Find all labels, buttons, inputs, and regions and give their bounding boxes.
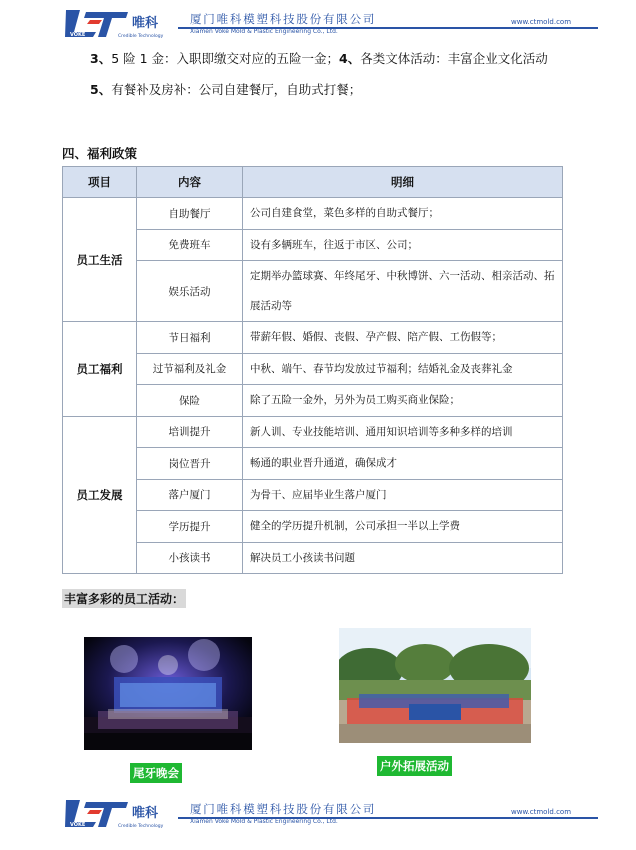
table-row <box>63 385 563 417</box>
photo-caption-party: 尾牙晚会 <box>130 763 182 783</box>
svg-text:VOKE: VOKE <box>70 822 86 828</box>
table-row <box>63 322 563 354</box>
category-development: 员工发展 <box>63 416 137 574</box>
row-item: 节日福利 <box>137 322 243 354</box>
table-row <box>63 416 563 448</box>
table-row <box>63 261 563 322</box>
footer-company-name-cn: 厦门唯科模塑科技股份有限公司 <box>190 802 377 816</box>
page-footer <box>0 790 636 838</box>
row-item: 自助餐厅 <box>137 198 243 230</box>
row-detail-line-2: 展活动等 <box>250 300 292 312</box>
header-category: 项目 <box>63 167 137 198</box>
row-item: 岗位晋升 <box>137 448 243 480</box>
category-life: 员工生活 <box>63 198 137 322</box>
intro-text-3: 5 险 1 金：入职即缴交对应的五险一金； <box>111 51 340 66</box>
row-item: 落户厦门 <box>137 479 243 511</box>
row-detail: 带薪年假、婚假、丧假、孕产假、陪产假、工伤假等； <box>243 322 563 354</box>
table-header-row <box>63 167 563 198</box>
section-title: 四、福利政策 <box>62 146 138 161</box>
row-item: 培训提升 <box>137 416 243 448</box>
intro-line-2 <box>90 80 361 98</box>
company-website: www.ctmold.com <box>511 18 572 26</box>
activities-title: 丰富多彩的员工活动： <box>62 589 186 608</box>
row-detail <box>243 261 563 322</box>
svg-text:VOKE: VOKE <box>70 32 86 38</box>
table-row <box>63 448 563 480</box>
table-row <box>63 479 563 511</box>
row-item: 学历提升 <box>137 511 243 543</box>
row-item: 娱乐活动 <box>137 261 243 322</box>
intro-text-5: 有餐补及房补：公司自建餐厅，自助式打餐； <box>111 82 362 97</box>
table-row <box>63 229 563 261</box>
company-name-en: Xiamen Voke Mold & Plastic Engineering Co., Ltd. <box>190 28 338 35</box>
table-row <box>63 198 563 230</box>
row-detail: 除了五险一金外，另外为员工购买商业保险； <box>243 385 563 417</box>
svg-text:Credible Technology: Credible Technology <box>118 34 164 39</box>
intro-number-3: 3、 <box>90 51 112 66</box>
row-detail-line-1: 定期举办篮球赛、年终尾牙、中秋博饼、六一活动、相亲活动、拓 <box>250 270 555 282</box>
company-name-cn: 厦门唯科模塑科技股份有限公司 <box>190 12 377 26</box>
row-detail: 畅通的职业晋升通道，确保成才 <box>243 448 563 480</box>
row-item: 小孩读书 <box>137 542 243 574</box>
intro-text-4: 各类文体活动：丰富企业文化活动 <box>360 51 548 66</box>
category-welfare: 员工福利 <box>63 322 137 417</box>
photo-caption-outdoor: 户外拓展活动 <box>377 756 452 776</box>
table-row <box>63 511 563 543</box>
row-detail: 公司自建食堂，菜色多样的自助式餐厅； <box>243 198 563 230</box>
page-header <box>0 0 636 48</box>
header-content: 内容 <box>137 167 243 198</box>
intro-number-4: 4、 <box>339 51 361 66</box>
footer-website: www.ctmold.com <box>511 808 572 816</box>
company-logo <box>62 6 180 40</box>
table-row <box>63 542 563 574</box>
row-detail: 中秋、端午、春节均发放过节福利；结婚礼金及丧葬礼金 <box>243 353 563 385</box>
row-item: 保险 <box>137 385 243 417</box>
intro-number-5: 5、 <box>90 82 112 97</box>
row-detail: 新人训、专业技能培训、通用知识培训等多种多样的培训 <box>243 416 563 448</box>
row-item: 过节福利及礼金 <box>137 353 243 385</box>
intro-line-1 <box>90 49 548 67</box>
row-detail: 健全的学历提升机制，公司承担一半以上学费 <box>243 511 563 543</box>
welfare-policy-table <box>62 166 563 574</box>
row-detail: 设有多辆班车，往返于市区、公司； <box>243 229 563 261</box>
row-item: 免费班车 <box>137 229 243 261</box>
header-detail: 明细 <box>243 167 563 198</box>
table-row <box>63 353 563 385</box>
year-end-party-photo <box>84 637 252 750</box>
svg-text:唯科: 唯科 <box>132 806 159 821</box>
row-detail: 为骨干、应届毕业生落户厦门 <box>243 479 563 511</box>
company-logo-footer <box>62 796 180 830</box>
svg-text:唯科: 唯科 <box>132 16 159 31</box>
footer-company-name-en: Xiamen Voke Mold & Plastic Engineering Co., Ltd. <box>190 818 338 825</box>
svg-text:Credible Technology: Credible Technology <box>118 824 164 829</box>
outdoor-activity-photo <box>339 628 531 743</box>
row-detail: 解决员工小孩读书问题 <box>243 542 563 574</box>
